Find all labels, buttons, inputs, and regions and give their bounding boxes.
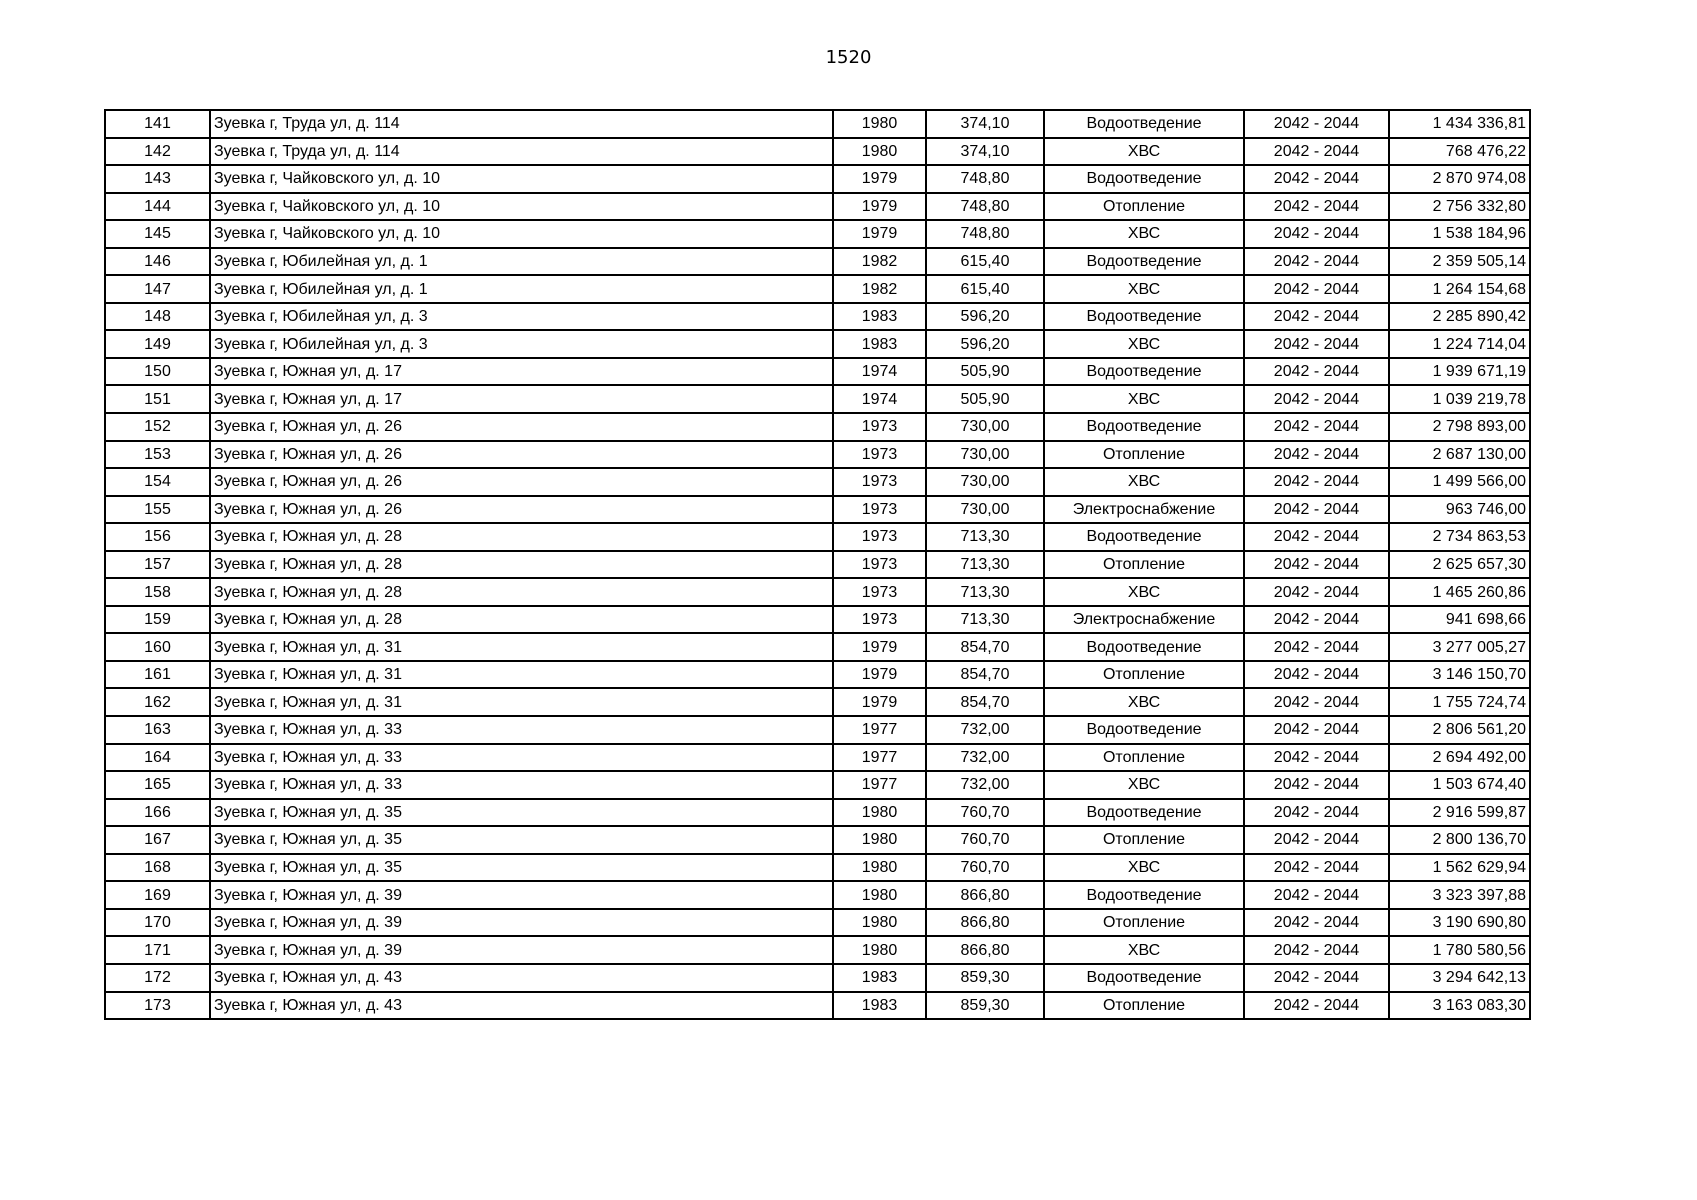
period-cell: 2042 - 2044 (1244, 799, 1389, 827)
year-built-cell: 1980 (833, 799, 926, 827)
cost-cell: 2 625 657,30 (1389, 551, 1530, 579)
year-built-cell: 1979 (833, 661, 926, 689)
period-cell: 2042 - 2044 (1244, 992, 1389, 1020)
cost-cell: 2 694 492,00 (1389, 744, 1530, 772)
area-cell: 866,80 (926, 881, 1044, 909)
year-built-cell: 1973 (833, 413, 926, 441)
row-number-cell: 164 (105, 744, 210, 772)
table-row (105, 909, 1530, 937)
row-number-cell: 145 (105, 220, 210, 248)
row-number-cell: 144 (105, 193, 210, 221)
year-built-cell: 1974 (833, 385, 926, 413)
address-cell: Зуевка г, Южная ул, д. 28 (210, 606, 833, 634)
cost-cell: 2 916 599,87 (1389, 799, 1530, 827)
cost-cell: 3 190 690,80 (1389, 909, 1530, 937)
period-cell: 2042 - 2044 (1244, 220, 1389, 248)
row-number-cell: 166 (105, 799, 210, 827)
table-row (105, 193, 1530, 221)
table-row (105, 248, 1530, 276)
area-cell: 374,10 (926, 138, 1044, 166)
system-type-cell: ХВС (1044, 771, 1244, 799)
cost-cell: 2 734 863,53 (1389, 523, 1530, 551)
system-type-cell: ХВС (1044, 578, 1244, 606)
system-type-cell: ХВС (1044, 138, 1244, 166)
row-number-cell: 151 (105, 385, 210, 413)
year-built-cell: 1973 (833, 496, 926, 524)
table-row (105, 165, 1530, 193)
area-cell: 854,70 (926, 661, 1044, 689)
system-type-cell: Электроснабжение (1044, 606, 1244, 634)
address-cell: Зуевка г, Южная ул, д. 26 (210, 441, 833, 469)
table-row (105, 992, 1530, 1020)
table-row (105, 385, 1530, 413)
area-cell: 866,80 (926, 909, 1044, 937)
table-row (105, 578, 1530, 606)
system-type-cell: ХВС (1044, 385, 1244, 413)
table-row (105, 110, 1530, 138)
year-built-cell: 1973 (833, 468, 926, 496)
table-row (105, 716, 1530, 744)
address-cell: Зуевка г, Южная ул, д. 43 (210, 964, 833, 992)
period-cell: 2042 - 2044 (1244, 385, 1389, 413)
area-cell: 374,10 (926, 110, 1044, 138)
period-cell: 2042 - 2044 (1244, 441, 1389, 469)
period-cell: 2042 - 2044 (1244, 138, 1389, 166)
row-number-cell: 150 (105, 358, 210, 386)
cost-cell: 1 264 154,68 (1389, 275, 1530, 303)
cost-cell: 1 538 184,96 (1389, 220, 1530, 248)
address-cell: Зуевка г, Юбилейная ул, д. 1 (210, 275, 833, 303)
table-row (105, 688, 1530, 716)
system-type-cell: Водоотведение (1044, 165, 1244, 193)
year-built-cell: 1973 (833, 578, 926, 606)
period-cell: 2042 - 2044 (1244, 688, 1389, 716)
year-built-cell: 1979 (833, 165, 926, 193)
address-cell: Зуевка г, Чайковского ул, д. 10 (210, 193, 833, 221)
table-row (105, 413, 1530, 441)
row-number-cell: 167 (105, 826, 210, 854)
address-cell: Зуевка г, Южная ул, д. 33 (210, 771, 833, 799)
system-type-cell: Отопление (1044, 826, 1244, 854)
address-cell: Зуевка г, Чайковского ул, д. 10 (210, 165, 833, 193)
address-cell: Зуевка г, Южная ул, д. 26 (210, 496, 833, 524)
address-cell: Зуевка г, Южная ул, д. 31 (210, 661, 833, 689)
table-row (105, 441, 1530, 469)
period-cell: 2042 - 2044 (1244, 468, 1389, 496)
area-cell: 730,00 (926, 496, 1044, 524)
table-row (105, 275, 1530, 303)
address-cell: Зуевка г, Южная ул, д. 39 (210, 881, 833, 909)
year-built-cell: 1980 (833, 110, 926, 138)
period-cell: 2042 - 2044 (1244, 716, 1389, 744)
area-cell: 854,70 (926, 688, 1044, 716)
area-cell: 505,90 (926, 385, 1044, 413)
row-number-cell: 154 (105, 468, 210, 496)
cost-cell: 1 499 566,00 (1389, 468, 1530, 496)
address-cell: Зуевка г, Труда ул, д. 114 (210, 110, 833, 138)
area-cell: 760,70 (926, 854, 1044, 882)
row-number-cell: 173 (105, 992, 210, 1020)
address-cell: Зуевка г, Юбилейная ул, д. 3 (210, 303, 833, 331)
area-cell: 760,70 (926, 799, 1044, 827)
table-row (105, 826, 1530, 854)
cost-cell: 3 146 150,70 (1389, 661, 1530, 689)
period-cell: 2042 - 2044 (1244, 578, 1389, 606)
table-row (105, 220, 1530, 248)
area-cell: 713,30 (926, 606, 1044, 634)
cost-cell: 963 746,00 (1389, 496, 1530, 524)
period-cell: 2042 - 2044 (1244, 909, 1389, 937)
cost-cell: 2 800 136,70 (1389, 826, 1530, 854)
period-cell: 2042 - 2044 (1244, 523, 1389, 551)
address-cell: Зуевка г, Труда ул, д. 114 (210, 138, 833, 166)
address-cell: Зуевка г, Юбилейная ул, д. 1 (210, 248, 833, 276)
year-built-cell: 1983 (833, 992, 926, 1020)
table-row (105, 606, 1530, 634)
system-type-cell: Отопление (1044, 441, 1244, 469)
area-cell: 615,40 (926, 275, 1044, 303)
system-type-cell: ХВС (1044, 220, 1244, 248)
table-row (105, 358, 1530, 386)
year-built-cell: 1979 (833, 688, 926, 716)
row-number-cell: 172 (105, 964, 210, 992)
system-type-cell: Электроснабжение (1044, 496, 1244, 524)
year-built-cell: 1977 (833, 716, 926, 744)
table-row (105, 771, 1530, 799)
area-cell: 730,00 (926, 441, 1044, 469)
system-type-cell: Отопление (1044, 551, 1244, 579)
year-built-cell: 1982 (833, 248, 926, 276)
system-type-cell: ХВС (1044, 275, 1244, 303)
row-number-cell: 155 (105, 496, 210, 524)
row-number-cell: 160 (105, 633, 210, 661)
area-cell: 854,70 (926, 633, 1044, 661)
cost-cell: 768 476,22 (1389, 138, 1530, 166)
cost-cell: 1 939 671,19 (1389, 358, 1530, 386)
row-number-cell: 141 (105, 110, 210, 138)
system-type-cell: Водоотведение (1044, 633, 1244, 661)
cost-cell: 1 039 219,78 (1389, 385, 1530, 413)
cost-cell: 1 224 714,04 (1389, 330, 1530, 358)
year-built-cell: 1979 (833, 633, 926, 661)
cost-cell: 2 806 561,20 (1389, 716, 1530, 744)
address-cell: Зуевка г, Южная ул, д. 43 (210, 992, 833, 1020)
system-type-cell: ХВС (1044, 936, 1244, 964)
address-cell: Зуевка г, Южная ул, д. 35 (210, 826, 833, 854)
period-cell: 2042 - 2044 (1244, 165, 1389, 193)
address-cell: Зуевка г, Юбилейная ул, д. 3 (210, 330, 833, 358)
period-cell: 2042 - 2044 (1244, 110, 1389, 138)
year-built-cell: 1973 (833, 523, 926, 551)
row-number-cell: 142 (105, 138, 210, 166)
row-number-cell: 156 (105, 523, 210, 551)
cost-cell: 1 755 724,74 (1389, 688, 1530, 716)
address-cell: Зуевка г, Южная ул, д. 31 (210, 688, 833, 716)
year-built-cell: 1982 (833, 275, 926, 303)
period-cell: 2042 - 2044 (1244, 881, 1389, 909)
period-cell: 2042 - 2044 (1244, 633, 1389, 661)
period-cell: 2042 - 2044 (1244, 661, 1389, 689)
area-cell: 505,90 (926, 358, 1044, 386)
row-number-cell: 159 (105, 606, 210, 634)
row-number-cell: 147 (105, 275, 210, 303)
period-cell: 2042 - 2044 (1244, 193, 1389, 221)
address-cell: Зуевка г, Южная ул, д. 28 (210, 578, 833, 606)
cost-cell: 2 359 505,14 (1389, 248, 1530, 276)
period-cell: 2042 - 2044 (1244, 936, 1389, 964)
year-built-cell: 1973 (833, 551, 926, 579)
year-built-cell: 1980 (833, 854, 926, 882)
year-built-cell: 1973 (833, 441, 926, 469)
address-cell: Зуевка г, Южная ул, д. 28 (210, 551, 833, 579)
system-type-cell: Водоотведение (1044, 110, 1244, 138)
period-cell: 2042 - 2044 (1244, 330, 1389, 358)
area-cell: 760,70 (926, 826, 1044, 854)
area-cell: 748,80 (926, 220, 1044, 248)
table-row (105, 633, 1530, 661)
area-cell: 732,00 (926, 716, 1044, 744)
period-cell: 2042 - 2044 (1244, 964, 1389, 992)
row-number-cell: 165 (105, 771, 210, 799)
system-type-cell: Отопление (1044, 193, 1244, 221)
table-row (105, 303, 1530, 331)
year-built-cell: 1983 (833, 303, 926, 331)
table-row (105, 138, 1530, 166)
row-number-cell: 170 (105, 909, 210, 937)
system-type-cell: ХВС (1044, 854, 1244, 882)
table-row (105, 523, 1530, 551)
period-cell: 2042 - 2044 (1244, 275, 1389, 303)
area-cell: 596,20 (926, 303, 1044, 331)
cost-cell: 2 756 332,80 (1389, 193, 1530, 221)
system-type-cell: Водоотведение (1044, 964, 1244, 992)
period-cell: 2042 - 2044 (1244, 744, 1389, 772)
cost-cell: 3 323 397,88 (1389, 881, 1530, 909)
area-cell: 859,30 (926, 964, 1044, 992)
year-built-cell: 1983 (833, 964, 926, 992)
row-number-cell: 158 (105, 578, 210, 606)
area-cell: 730,00 (926, 468, 1044, 496)
row-number-cell: 171 (105, 936, 210, 964)
table-row (105, 964, 1530, 992)
table-row (105, 661, 1530, 689)
cost-cell: 941 698,66 (1389, 606, 1530, 634)
area-cell: 730,00 (926, 413, 1044, 441)
area-cell: 732,00 (926, 771, 1044, 799)
table-row (105, 936, 1530, 964)
period-cell: 2042 - 2044 (1244, 551, 1389, 579)
year-built-cell: 1980 (833, 936, 926, 964)
cost-cell: 1 503 674,40 (1389, 771, 1530, 799)
system-type-cell: Отопление (1044, 909, 1244, 937)
system-type-cell: Водоотведение (1044, 799, 1244, 827)
system-type-cell: Отопление (1044, 992, 1244, 1020)
system-type-cell: Водоотведение (1044, 358, 1244, 386)
table-body (105, 110, 1530, 1019)
area-cell: 859,30 (926, 992, 1044, 1020)
address-cell: Зуевка г, Чайковского ул, д. 10 (210, 220, 833, 248)
year-built-cell: 1980 (833, 826, 926, 854)
address-cell: Зуевка г, Южная ул, д. 35 (210, 854, 833, 882)
row-number-cell: 157 (105, 551, 210, 579)
row-number-cell: 148 (105, 303, 210, 331)
table-row (105, 854, 1530, 882)
period-cell: 2042 - 2044 (1244, 358, 1389, 386)
year-built-cell: 1977 (833, 771, 926, 799)
cost-cell: 2 798 893,00 (1389, 413, 1530, 441)
year-built-cell: 1977 (833, 744, 926, 772)
cost-cell: 1 780 580,56 (1389, 936, 1530, 964)
area-cell: 748,80 (926, 193, 1044, 221)
cost-cell: 2 687 130,00 (1389, 441, 1530, 469)
table-row (105, 468, 1530, 496)
row-number-cell: 169 (105, 881, 210, 909)
address-cell: Зуевка г, Южная ул, д. 26 (210, 413, 833, 441)
address-cell: Зуевка г, Южная ул, д. 33 (210, 744, 833, 772)
area-cell: 713,30 (926, 578, 1044, 606)
system-type-cell: Водоотведение (1044, 881, 1244, 909)
table-row (105, 881, 1530, 909)
cost-cell: 1 434 336,81 (1389, 110, 1530, 138)
address-cell: Зуевка г, Южная ул, д. 39 (210, 936, 833, 964)
address-cell: Зуевка г, Южная ул, д. 28 (210, 523, 833, 551)
address-cell: Зуевка г, Южная ул, д. 33 (210, 716, 833, 744)
row-number-cell: 161 (105, 661, 210, 689)
area-cell: 713,30 (926, 551, 1044, 579)
period-cell: 2042 - 2044 (1244, 413, 1389, 441)
period-cell: 2042 - 2044 (1244, 826, 1389, 854)
address-cell: Зуевка г, Южная ул, д. 26 (210, 468, 833, 496)
page-number: 1520 (825, 47, 872, 68)
system-type-cell: Отопление (1044, 744, 1244, 772)
system-type-cell: Водоотведение (1044, 716, 1244, 744)
area-cell: 615,40 (926, 248, 1044, 276)
row-number-cell: 143 (105, 165, 210, 193)
system-type-cell: ХВС (1044, 468, 1244, 496)
row-number-cell: 149 (105, 330, 210, 358)
period-cell: 2042 - 2044 (1244, 248, 1389, 276)
period-cell: 2042 - 2044 (1244, 303, 1389, 331)
area-cell: 866,80 (926, 936, 1044, 964)
year-built-cell: 1979 (833, 193, 926, 221)
system-type-cell: Отопление (1044, 661, 1244, 689)
system-type-cell: ХВС (1044, 688, 1244, 716)
cost-cell: 3 163 083,30 (1389, 992, 1530, 1020)
row-number-cell: 152 (105, 413, 210, 441)
table-row (105, 744, 1530, 772)
year-built-cell: 1974 (833, 358, 926, 386)
table-row (105, 551, 1530, 579)
area-cell: 596,20 (926, 330, 1044, 358)
year-built-cell: 1983 (833, 330, 926, 358)
period-cell: 2042 - 2044 (1244, 854, 1389, 882)
cost-cell: 3 294 642,13 (1389, 964, 1530, 992)
address-cell: Зуевка г, Южная ул, д. 35 (210, 799, 833, 827)
system-type-cell: Водоотведение (1044, 523, 1244, 551)
table-row (105, 496, 1530, 524)
cost-cell: 1 562 629,94 (1389, 854, 1530, 882)
year-built-cell: 1980 (833, 138, 926, 166)
row-number-cell: 162 (105, 688, 210, 716)
year-built-cell: 1973 (833, 606, 926, 634)
period-cell: 2042 - 2044 (1244, 496, 1389, 524)
area-cell: 713,30 (926, 523, 1044, 551)
system-type-cell: Водоотведение (1044, 248, 1244, 276)
repair-schedule-table (104, 109, 1531, 1020)
address-cell: Зуевка г, Южная ул, д. 17 (210, 385, 833, 413)
row-number-cell: 168 (105, 854, 210, 882)
cost-cell: 1 465 260,86 (1389, 578, 1530, 606)
table-row (105, 799, 1530, 827)
period-cell: 2042 - 2044 (1244, 771, 1389, 799)
year-built-cell: 1980 (833, 909, 926, 937)
cost-cell: 2 285 890,42 (1389, 303, 1530, 331)
row-number-cell: 163 (105, 716, 210, 744)
table-row (105, 330, 1530, 358)
row-number-cell: 146 (105, 248, 210, 276)
address-cell: Зуевка г, Южная ул, д. 39 (210, 909, 833, 937)
cost-cell: 3 277 005,27 (1389, 633, 1530, 661)
area-cell: 748,80 (926, 165, 1044, 193)
address-cell: Зуевка г, Южная ул, д. 17 (210, 358, 833, 386)
row-number-cell: 153 (105, 441, 210, 469)
system-type-cell: ХВС (1044, 330, 1244, 358)
year-built-cell: 1980 (833, 881, 926, 909)
address-cell: Зуевка г, Южная ул, д. 31 (210, 633, 833, 661)
area-cell: 732,00 (926, 744, 1044, 772)
system-type-cell: Водоотведение (1044, 303, 1244, 331)
system-type-cell: Водоотведение (1044, 413, 1244, 441)
period-cell: 2042 - 2044 (1244, 606, 1389, 634)
cost-cell: 2 870 974,08 (1389, 165, 1530, 193)
year-built-cell: 1979 (833, 220, 926, 248)
